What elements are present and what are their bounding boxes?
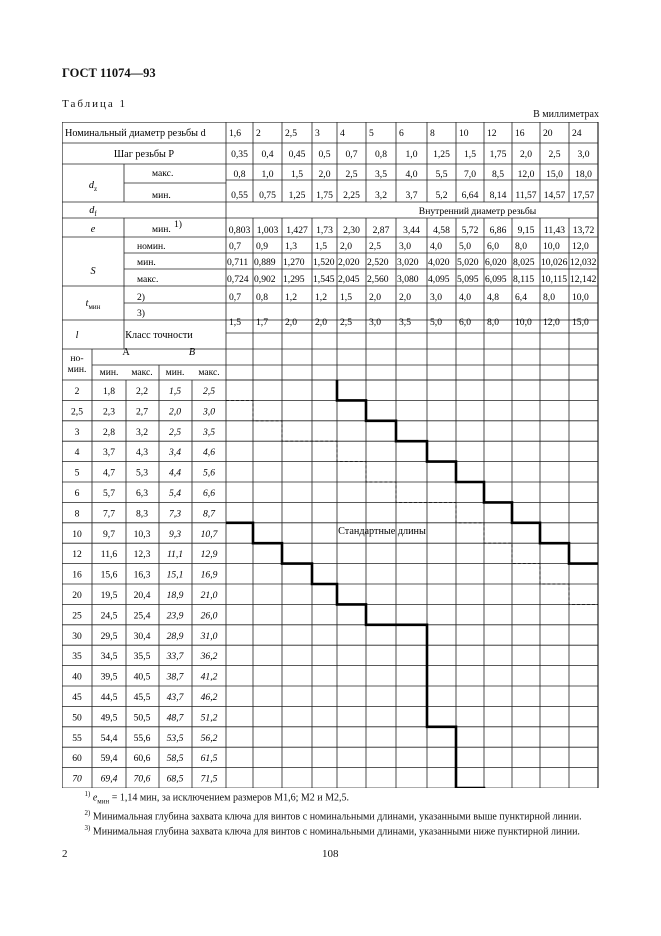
s-nom-value: 0,9 xyxy=(256,241,268,252)
dz-max-value: 1,0 xyxy=(261,169,274,180)
s-min-value: 0,711 xyxy=(227,257,249,268)
t2-label: 2) xyxy=(137,292,145,303)
t3-value: 3,0 xyxy=(369,317,381,328)
diameter-value: 20 xyxy=(543,128,553,139)
s-nom-value: 1,3 xyxy=(285,241,297,252)
s-min-value: 5,020 xyxy=(457,257,479,268)
length-b-max: 12,9 xyxy=(200,549,218,561)
length-a-max: 35,5 xyxy=(133,651,151,663)
t2-value: 1,2 xyxy=(285,292,297,303)
dz-min-value: 8,14 xyxy=(489,190,507,201)
s-max-value: 4,095 xyxy=(428,274,450,285)
s-max-value: 5,095 xyxy=(457,274,479,285)
nominal-diameter-label: Номинальный диаметр резьбы d xyxy=(65,128,206,139)
length-b-min: 5,4 xyxy=(169,488,181,499)
length-b-min: 58,5 xyxy=(166,753,184,765)
nominal-label: но- xyxy=(70,353,84,364)
b-max-label: макс. xyxy=(198,367,220,378)
class-a: A xyxy=(122,347,130,358)
length-b-min: 18,9 xyxy=(166,590,184,601)
t-symbol: $t_{мин}$ xyxy=(85,298,101,311)
s-nom-value: 10,0 xyxy=(543,241,560,252)
s-max-value: 12,142 xyxy=(570,274,597,285)
t3-value: 2,0 xyxy=(315,317,327,328)
length-b-min: 43,7 xyxy=(166,692,184,703)
length-a-min: 5,7 xyxy=(103,488,115,499)
table-label: Таблица 1 xyxy=(62,98,128,110)
pitch-value: 0,7 xyxy=(345,149,358,160)
e-min-value: 1,73 xyxy=(316,225,333,236)
s-min-label: мин. xyxy=(137,257,156,268)
t2-value: 1,2 xyxy=(315,292,327,303)
units-note: В миллиметрах xyxy=(533,109,599,120)
footnote-3: $^{3)}$ Минимальная глубина захвата ключа для винтов с номинальными длинами, указанными ниже пунктирной линии. xyxy=(84,823,580,837)
diameter-value: 24 xyxy=(572,128,582,139)
length-b-min: 53,5 xyxy=(166,732,184,744)
t3-value: 12,0 xyxy=(543,317,560,328)
s-max-value: 8,115 xyxy=(513,274,535,285)
length-b-max: 10,7 xyxy=(200,528,218,540)
page-number-left: 2 xyxy=(62,848,68,860)
dz-min-value: 11,57 xyxy=(515,190,537,201)
t3-label: 3) xyxy=(137,308,145,319)
length-b-max: 61,5 xyxy=(200,753,218,765)
s-nom-value: 8,0 xyxy=(515,241,527,252)
df-symbol: $d_f$ xyxy=(89,205,97,218)
s-nom-value: 4,0 xyxy=(430,241,442,252)
t2-value: 0,7 xyxy=(229,292,241,303)
pitch-value: 2,0 xyxy=(520,149,532,160)
length-a-min: 4,7 xyxy=(103,467,115,479)
t3-value: 2,0 xyxy=(285,317,297,328)
s-nom-label: номин. xyxy=(137,241,166,252)
length-nominal: 2,5 xyxy=(71,406,83,418)
a-max-label: макс. xyxy=(131,367,153,378)
length-nominal: 8 xyxy=(74,508,80,520)
length-b-max: 3,5 xyxy=(203,426,215,438)
footnotes xyxy=(62,789,598,837)
length-a-max: 40,5 xyxy=(133,671,151,683)
length-a-max: 12,3 xyxy=(133,549,151,561)
t2-value: 2,0 xyxy=(399,292,411,303)
length-b-max: 26,0 xyxy=(200,610,218,622)
length-b-min: 28,9 xyxy=(166,630,184,642)
length-a-max: 3,2 xyxy=(136,426,148,438)
t3-value: 8,0 xyxy=(487,317,499,328)
s-nom-value: 2,0 xyxy=(340,241,352,252)
length-b-max: 41,2 xyxy=(200,671,218,683)
s-min-value: 6,020 xyxy=(485,257,507,268)
dz-min-label: мин. xyxy=(152,190,171,201)
pitch-value: 1,5 xyxy=(464,149,476,160)
length-b-min: 2,0 xyxy=(169,406,181,418)
length-b-min: 4,4 xyxy=(169,467,181,479)
length-nominal: 50 xyxy=(72,712,82,724)
diameter-value: 3 xyxy=(315,128,320,139)
length-a-max: 4,3 xyxy=(136,447,148,459)
pitch-value: 1,0 xyxy=(405,149,418,160)
length-b-max: 36,2 xyxy=(200,651,218,663)
dz-min-value: 3,2 xyxy=(375,190,387,201)
length-b-max: 56,2 xyxy=(200,732,218,744)
diameter-value: 2,5 xyxy=(285,128,297,139)
length-nominal: 2 xyxy=(74,386,80,397)
length-b-min: 11,1 xyxy=(166,549,184,561)
length-b-max: 4,6 xyxy=(203,447,215,459)
s-nom-value: 2,5 xyxy=(369,241,381,252)
length-nominal: 6 xyxy=(74,488,80,499)
length-nominal: 35 xyxy=(72,651,82,663)
length-a-max: 6,3 xyxy=(136,488,148,499)
length-b-min: 1,5 xyxy=(169,386,181,397)
e-min-value: 6,86 xyxy=(489,225,507,236)
class-b: B xyxy=(188,347,196,358)
pitch-value: 0,4 xyxy=(261,149,274,160)
length-nominal: 60 xyxy=(72,753,82,765)
dz-max-value: 18,0 xyxy=(575,169,592,180)
length-nominal: 25 xyxy=(72,610,82,622)
length-nominal: 3 xyxy=(74,426,80,438)
length-b-min: 2,5 xyxy=(169,426,181,438)
pitch-value: 1,25 xyxy=(433,149,450,160)
diameter-value: 10 xyxy=(459,128,469,139)
l-symbol: l xyxy=(75,330,79,341)
s-min-value: 10,026 xyxy=(541,257,568,268)
s-nom-value: 0,7 xyxy=(229,241,241,252)
length-a-max: 50,5 xyxy=(133,712,151,724)
length-a-min: 3,7 xyxy=(103,447,115,459)
s-min-value: 8,025 xyxy=(513,257,535,268)
t2-value: 2,0 xyxy=(369,292,381,303)
s-min-value: 1,520 xyxy=(313,257,335,268)
diameter-value: 5 xyxy=(369,128,374,139)
length-a-min: 29,5 xyxy=(100,630,118,642)
t2-value: 6,4 xyxy=(515,292,527,303)
s-max-value: 2,045 xyxy=(338,274,360,285)
length-a-min: 2,3 xyxy=(103,406,115,418)
dz-max-value: 2,0 xyxy=(318,169,331,180)
dz-max-value: 15,0 xyxy=(546,169,563,180)
length-b-min: 68,5 xyxy=(166,773,184,785)
length-a-min: 24,5 xyxy=(100,610,118,622)
t2-value: 0,8 xyxy=(256,292,268,303)
e-footnote-ref: 1) xyxy=(174,219,182,230)
length-a-max: 2,7 xyxy=(136,406,148,418)
df-value: Внутренний диаметр резьбы xyxy=(418,206,537,217)
s-max-value: 1,295 xyxy=(283,274,305,285)
length-nominal: 20 xyxy=(72,590,82,601)
nominal-label: мин. xyxy=(67,364,87,375)
length-nominal: 12 xyxy=(72,549,82,561)
length-a-max: 55,6 xyxy=(133,732,151,744)
length-nominal: 55 xyxy=(72,732,82,744)
length-a-min: 2,8 xyxy=(103,426,115,438)
length-nominal: 45 xyxy=(72,692,82,703)
dz-symbol: $d_z$ xyxy=(88,180,98,193)
e-min-value: 2,30 xyxy=(343,225,360,236)
pitch-label: Шаг резьбы P xyxy=(113,149,175,160)
document-title: ГОСТ 11074—93 xyxy=(62,66,156,80)
dz-min-value: 1,75 xyxy=(316,190,333,201)
s-min-value: 12,032 xyxy=(570,257,597,268)
length-b-min: 23,9 xyxy=(166,610,184,622)
dz-min-value: 3,7 xyxy=(405,190,418,201)
length-a-min: 34,5 xyxy=(100,651,118,663)
s-max-value: 0,902 xyxy=(254,274,276,285)
e-min-value: 1,003 xyxy=(256,225,279,236)
length-nominal: 70 xyxy=(72,773,82,785)
accuracy-class-label: Класс точности xyxy=(125,330,193,341)
s-max-value: 3,080 xyxy=(397,274,419,285)
pitch-value: 2,5 xyxy=(548,149,561,160)
t2-value: 4,8 xyxy=(487,292,499,303)
length-b-max: 71,5 xyxy=(200,773,218,785)
length-a-max: 20,4 xyxy=(133,590,151,601)
t2-value: 3,0 xyxy=(430,292,442,303)
lower-step-line xyxy=(226,523,540,788)
length-a-max: 30,4 xyxy=(133,630,151,642)
length-b-max: 2,5 xyxy=(203,386,215,397)
length-nominal: 30 xyxy=(72,630,82,642)
length-a-max: 25,4 xyxy=(133,610,151,622)
dz-min-value: 0,55 xyxy=(231,190,248,201)
s-min-value: 1,270 xyxy=(283,257,305,268)
length-nominal: 40 xyxy=(72,671,82,683)
length-a-max: 5,3 xyxy=(136,467,148,479)
length-a-max: 60,6 xyxy=(133,753,151,765)
dz-min-value: 14,57 xyxy=(543,190,566,201)
pitch-value: 0,35 xyxy=(231,149,248,160)
length-a-max: 10,3 xyxy=(133,528,151,540)
length-a-max: 16,3 xyxy=(133,569,151,581)
dz-max-value: 8,5 xyxy=(492,169,504,180)
length-b-max: 31,0 xyxy=(200,630,218,642)
pitch-value: 1,75 xyxy=(489,149,507,160)
gost-table xyxy=(62,122,600,788)
t3-value: 1,5 xyxy=(229,317,241,328)
s-max-value: 1,545 xyxy=(313,274,335,285)
length-b-max: 16,9 xyxy=(200,569,218,581)
e-min-value: 4,58 xyxy=(433,225,450,236)
dz-min-value: 6,64 xyxy=(461,190,479,201)
t2-value: 10,0 xyxy=(572,292,589,303)
length-a-min: 49,5 xyxy=(100,712,118,724)
dz-min-value: 2,25 xyxy=(343,190,360,201)
length-b-max: 51,2 xyxy=(200,712,218,724)
dz-max-value: 5,5 xyxy=(435,169,448,180)
b-min-label: мин. xyxy=(165,367,185,378)
s-nom-value: 1,5 xyxy=(315,241,327,252)
length-a-min: 7,7 xyxy=(103,508,115,520)
length-a-max: 2,2 xyxy=(136,386,148,397)
dz-max-value: 0,8 xyxy=(233,169,246,180)
length-b-min: 3,4 xyxy=(169,447,181,459)
length-a-max: 8,3 xyxy=(136,508,148,520)
length-b-min: 7,3 xyxy=(169,508,181,520)
dz-max-value: 4,0 xyxy=(405,169,418,180)
dz-min-value: 1,25 xyxy=(288,190,306,201)
t3-value: 1,7 xyxy=(256,317,268,328)
s-max-value: 6,095 xyxy=(485,274,507,285)
e-min-value: 9,15 xyxy=(517,225,535,236)
e-min-value: 3,44 xyxy=(403,225,420,236)
length-b-max: 46,2 xyxy=(200,692,218,703)
s-nom-value: 5,0 xyxy=(459,241,471,252)
length-a-min: 19,5 xyxy=(100,590,118,601)
a-min-label: мин. xyxy=(99,367,119,378)
length-a-max: 70,6 xyxy=(133,773,151,785)
length-a-min: 59,4 xyxy=(100,753,118,765)
dz-min-value: 17,57 xyxy=(572,190,595,201)
s-min-value: 4,020 xyxy=(428,257,450,268)
dz-max-value: 3,5 xyxy=(375,169,387,180)
length-b-max: 21,0 xyxy=(200,590,218,601)
diameter-value: 1,6 xyxy=(229,128,241,139)
e-min-value: 1,427 xyxy=(286,225,308,236)
length-a-max: 45,5 xyxy=(133,692,151,703)
t3-value: 15,0 xyxy=(572,317,589,328)
e-min-value: 13,72 xyxy=(572,225,595,236)
dz-max-value: 1,5 xyxy=(291,169,303,180)
dz-max-label: макс. xyxy=(152,168,174,179)
e-min-value: 5,72 xyxy=(461,225,479,236)
e-symbol: e xyxy=(90,224,96,235)
pitch-value: 0,45 xyxy=(288,149,306,160)
diameter-value: 16 xyxy=(515,128,525,139)
diameter-value: 8 xyxy=(430,128,435,139)
standard-lengths-label: Стандартные длины xyxy=(338,526,426,537)
length-a-min: 9,7 xyxy=(103,528,115,540)
diameter-value: 2 xyxy=(256,128,261,139)
t3-value: 10,0 xyxy=(515,317,532,328)
pitch-value: 0,8 xyxy=(375,149,387,160)
t3-value: 6,0 xyxy=(459,317,471,328)
pitch-value: 0,5 xyxy=(318,149,331,160)
s-max-value: 2,560 xyxy=(367,274,389,285)
s-max-label: макс. xyxy=(137,274,159,285)
dz-max-value: 7,0 xyxy=(464,169,476,180)
s-nom-value: 6,0 xyxy=(487,241,499,252)
s-min-value: 2,020 xyxy=(338,257,360,268)
s-max-value: 0,724 xyxy=(227,274,249,285)
page-number-center: 108 xyxy=(322,848,339,860)
length-a-min: 15,6 xyxy=(100,569,118,581)
s-min-value: 0,889 xyxy=(254,257,276,268)
length-b-min: 33,7 xyxy=(166,651,184,663)
length-a-min: 11,6 xyxy=(100,549,118,561)
e-label: мин. xyxy=(152,224,171,235)
diameter-value: 12 xyxy=(487,128,497,139)
length-nominal: 5 xyxy=(74,467,80,479)
s-max-value: 10,115 xyxy=(541,274,568,285)
s-nom-value: 12,0 xyxy=(572,241,589,252)
s-symbol: S xyxy=(90,266,96,277)
t2-value: 1,5 xyxy=(340,292,352,303)
length-b-max: 5,6 xyxy=(203,467,215,479)
footnote-2: $^{2)}$ Минимальная глубина захвата ключа для винтов с номинальными длинами, указанными выше пунктирной линии. xyxy=(84,808,582,823)
length-nominal: 4 xyxy=(74,447,80,459)
length-b-max: 6,6 xyxy=(203,488,215,499)
length-a-min: 1,8 xyxy=(103,386,115,397)
t2-value: 4,0 xyxy=(459,292,471,303)
length-b-min: 38,7 xyxy=(166,671,184,683)
footnote-1: $^{1)}$ $e_{мин} = 1,14$ мин, за исключением размеров M1,6; M2 и M2,5. xyxy=(84,790,349,806)
length-b-max: 8,7 xyxy=(203,508,215,520)
s-nom-value: 3,0 xyxy=(399,241,411,252)
t3-value: 5,0 xyxy=(430,317,442,328)
dz-min-value: 0,75 xyxy=(259,190,276,201)
e-min-value: 0,803 xyxy=(228,225,251,236)
diameter-value: 6 xyxy=(399,128,404,139)
diameter-value: 4 xyxy=(340,128,345,139)
dz-max-value: 2,5 xyxy=(345,169,358,180)
length-a-min: 54,4 xyxy=(100,732,118,744)
length-b-min: 48,7 xyxy=(166,712,184,724)
s-min-value: 2,520 xyxy=(367,257,389,268)
e-min-value: 2,87 xyxy=(372,225,390,236)
e-min-value: 11,43 xyxy=(543,225,566,236)
length-a-min: 39,5 xyxy=(100,671,118,683)
length-b-min: 9,3 xyxy=(169,528,181,540)
s-min-value: 3,020 xyxy=(397,257,419,268)
t3-value: 3,5 xyxy=(399,317,411,328)
pitch-value: 3,0 xyxy=(577,149,590,160)
dz-max-value: 12,0 xyxy=(517,169,535,180)
t2-value: 8,0 xyxy=(543,292,555,303)
length-a-min: 69,4 xyxy=(100,773,118,785)
length-a-min: 44,5 xyxy=(100,692,118,703)
length-b-max: 3,0 xyxy=(203,406,215,418)
length-b-min: 15,1 xyxy=(166,569,184,581)
dz-min-value: 5,2 xyxy=(435,190,448,201)
length-nominal: 10 xyxy=(72,528,82,540)
t3-value: 2,5 xyxy=(340,317,352,328)
length-nominal: 16 xyxy=(72,569,82,581)
